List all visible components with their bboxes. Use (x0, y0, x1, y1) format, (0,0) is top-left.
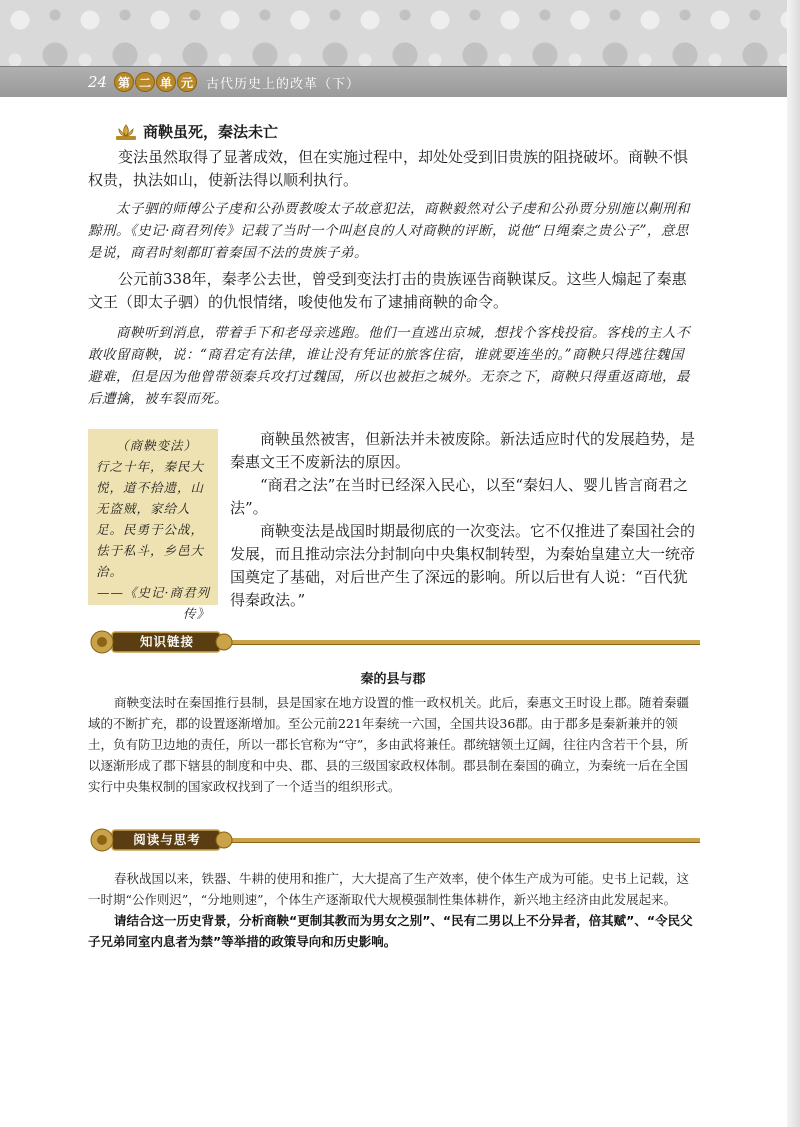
knowledge-link-title: 知识链接 (139, 634, 194, 649)
paragraph-text: 商鞅变法是战国时期最彻底的一次变法。它不仅推进了秦国社会的发展，而且推动宗法分封制向中央集权制转型，为秦始皇建立大一统帝国奠定了基础，对后世产生了深远的影响。所以后世有人说：“百代犹得秦政法。” (230, 522, 696, 609)
paragraph (88, 268, 698, 314)
sidebar-quote-text: （商鞅变法）行之十年，秦民大悦，道不拾遗，山无盗贼，家给人足。民勇于公战，怯于私斗，乡邑大治。 (96, 438, 205, 579)
read-think-text: 春秋战国以来，铁器、牛耕的使用和推广，大大提高了生产效率，使个体生产成为可能。史书上记载，这一时期“公作则迟”，“分地则速”，个体生产逐渐取代大规模强制性集体耕作，新兴地主经济由此发展起来。 (88, 871, 690, 907)
quote-text: 太子驷的师傅公子虔和公孙贾教唆太子故意犯法，商鞅毅然对公子虔和公孙贾分别施以劓刑和黥刑。《史记·商君列传》记载了当时一个叫赵良的人对商鞅的评断，说他“日绳秦之贵公子”，意思是说，商君时刻都盯着秦国不法的贵族子弟。 (88, 201, 690, 261)
read-think-title: 阅读与思考 (133, 832, 201, 847)
paragraph (88, 146, 698, 192)
quote-paragraph (88, 198, 698, 264)
sidebar-quote-source: ——《史记·商君列传》 (97, 585, 210, 621)
paragraph-text: 公元前338年，秦孝公去世，曾受到变法打击的贵族诬告商鞅谋反。这些人煽起了秦惠文王（即太子驷）的仇恨情绪，唆使他发布了逮捕商鞅的命令。 (88, 270, 687, 311)
sidebar-quote-box (88, 429, 218, 621)
paragraph-text: 变法虽然取得了显著成效，但在实施过程中，却处处受到旧贵族的阻挠破坏。商鞅不惧权贵，执法如山，使新法得以顺利执行。 (88, 148, 689, 189)
knowledge-link-text: 商鞅变法时在秦国推行县制，县是国家在地方设置的惟一政权机关。此后，秦惠文王时设上郡。随着秦疆域的不断扩充，郡的设置逐渐增加。至公元前221年秦统一六国，全国共设36郡。由于郡多是秦新兼并的领土，负有防卫边地的责任，所以一郡长官称为“守”，多由武将兼任。郡统辖领土辽阔，往往内含若干个县，所以逐渐形成了郡下辖县的制度和中央、郡、县的三级国家政权体制。郡县制在秦国的确立，为秦统一后在全国实行中央集权制的国家政权找到了一个适当的组织形式。 (88, 695, 690, 794)
unit-char: 单 (156, 72, 176, 92)
section-heading (115, 121, 278, 142)
paragraph-group (230, 428, 700, 612)
quote-paragraph (88, 322, 698, 410)
unit-char: 元 (177, 72, 197, 92)
header-strip (0, 66, 800, 97)
read-think-question: 请结合这一历史背景，分析商鞅“更制其教而为男女之别”、“民有二男以上不分异者，倍其赋”、“令民父子兄弟同室内息者为禁”等举措的政策导向和历史影响。 (88, 913, 693, 949)
knowledge-link-heading: 秦的县与郡 (360, 672, 426, 687)
unit-char: 二 (135, 72, 155, 92)
read-think-banner (88, 826, 700, 854)
page-edge-band (787, 0, 800, 1127)
unit-char: 第 (114, 72, 134, 92)
lotus-icon (115, 123, 137, 141)
paragraph-text: “商君之法”在当时已经深入民心，以至“秦妇人、婴儿皆言商君之法”。 (230, 476, 689, 517)
unit-title: 古代历史上的改革（下） (206, 76, 361, 92)
knowledge-link-banner (88, 628, 700, 656)
quote-text: 商鞅听到消息，带着手下和老母亲逃跑。他们一直逃出京城，想找个客栈投宿。客栈的主人不敢收留商鞅，说：“商君定有法律，谁让没有凭证的旅客住宿，谁就要连坐的。”商鞅只得逃往魏国避难，但是因为他曾带领秦兵攻打过魏国，所以也被拒之城外。无奈之下，商鞅只得重返商地，最后遭擒，被车裂而死。 (88, 325, 690, 407)
knowledge-link-body (88, 692, 700, 797)
paragraph-text: 商鞅虽然被害，但新法并未被废除。新法适应时代的发展趋势，是秦惠文王不废新法的原因。 (230, 430, 696, 471)
page-number: 24 (88, 73, 108, 91)
section-heading-text: 商鞅虽死，秦法未亡 (143, 123, 279, 141)
read-think-body (88, 868, 700, 952)
